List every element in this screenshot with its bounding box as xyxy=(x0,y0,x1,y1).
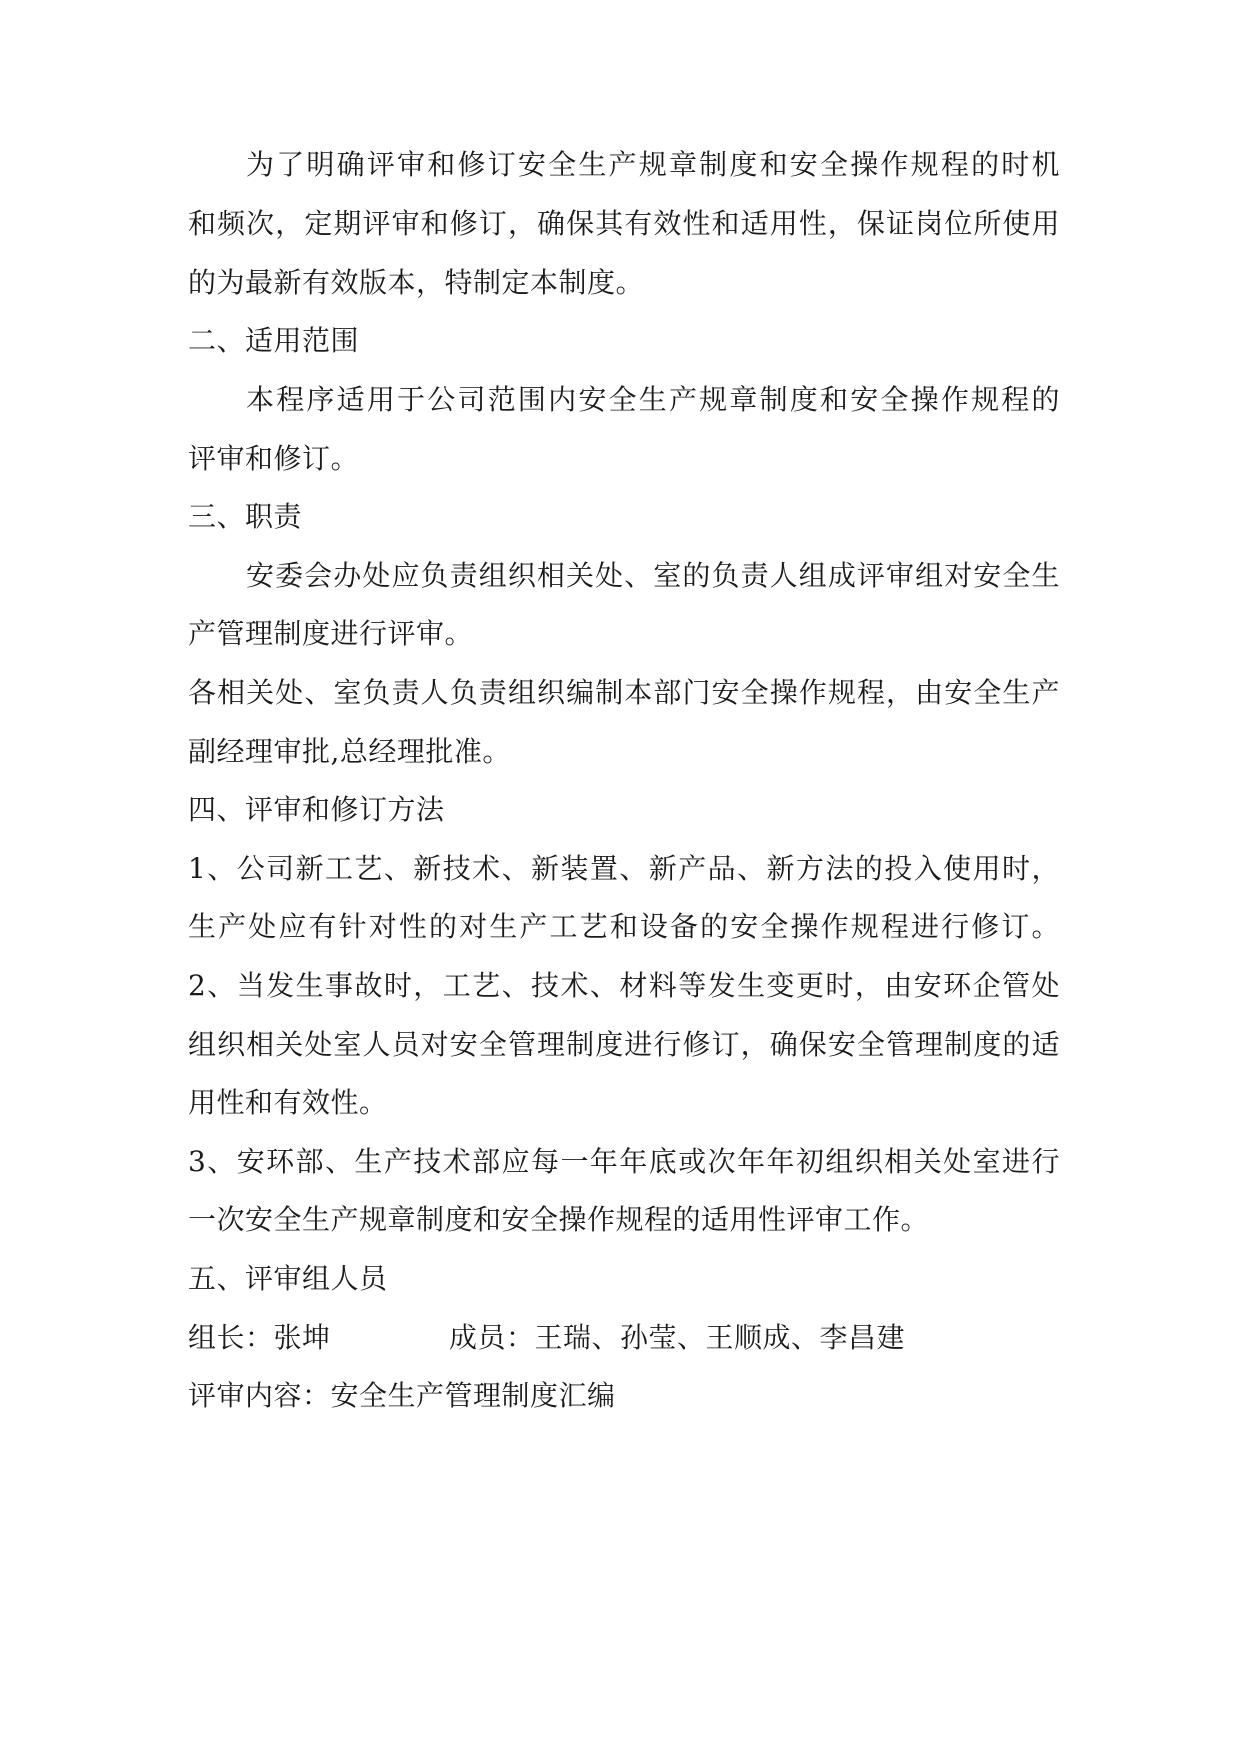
scope-line-2: 评审和修订。 xyxy=(188,442,360,475)
purpose-line-2: 和频次，定期评审和修订，确保其有效性和适用性，保证岗位所使用 xyxy=(188,207,1060,240)
duties-line-1: 安委会办处应负责组织相关处、室的负责人组成评审组对安全生 xyxy=(246,559,1060,592)
purpose-line-3: 的为最新有效版本，特制定本制度。 xyxy=(188,266,645,299)
section-heading-scope: 二、适用范围 xyxy=(188,324,360,357)
methods-line-7: 一次安全生产规章制度和安全操作规程的适用性评审工作。 xyxy=(188,1203,930,1236)
section-heading-duties: 三、职责 xyxy=(188,500,303,533)
methods-line-4: 组织相关处室人员对安全管理制度进行修订，确保安全管理制度的适 xyxy=(188,1028,1060,1061)
team-members: 成员：王瑞、孙莹、王顺成、李昌建 xyxy=(449,1321,906,1354)
duties-line-4: 副经理审批,总经理批准。 xyxy=(188,735,511,768)
section-heading-team: 五、评审组人员 xyxy=(188,1262,388,1295)
methods-line-3: 2、当发生事故时，工艺、技术、材料等发生变更时，由安环企管处 xyxy=(188,969,1060,1002)
team-leader: 组长：张坤 xyxy=(188,1321,331,1354)
section-heading-methods: 四、评审和修订方法 xyxy=(188,793,445,826)
duties-line-2: 产管理制度进行评审。 xyxy=(188,617,474,650)
methods-line-5: 用性和有效性。 xyxy=(188,1086,388,1119)
methods-line-6: 3、安环部、生产技术部应每一年年底或次年年初组织相关处室进行 xyxy=(188,1145,1060,1178)
methods-line-2: 生产处应有针对性的对生产工艺和设备的安全操作规程进行修订。 xyxy=(188,910,1060,943)
review-content: 评审内容：安全生产管理制度汇编 xyxy=(188,1379,616,1412)
methods-line-1: 1、公司新工艺、新技术、新装置、新产品、新方法的投入使用时， xyxy=(188,852,1060,885)
scope-line-1: 本程序适用于公司范围内安全生产规章制度和安全操作规程的 xyxy=(246,383,1060,416)
duties-line-3: 各相关处、室负责人负责组织编制本部门安全操作规程，由安全生产 xyxy=(188,676,1060,709)
purpose-line-1: 为了明确评审和修订安全生产规章制度和安全操作规程的时机 xyxy=(246,148,1060,181)
